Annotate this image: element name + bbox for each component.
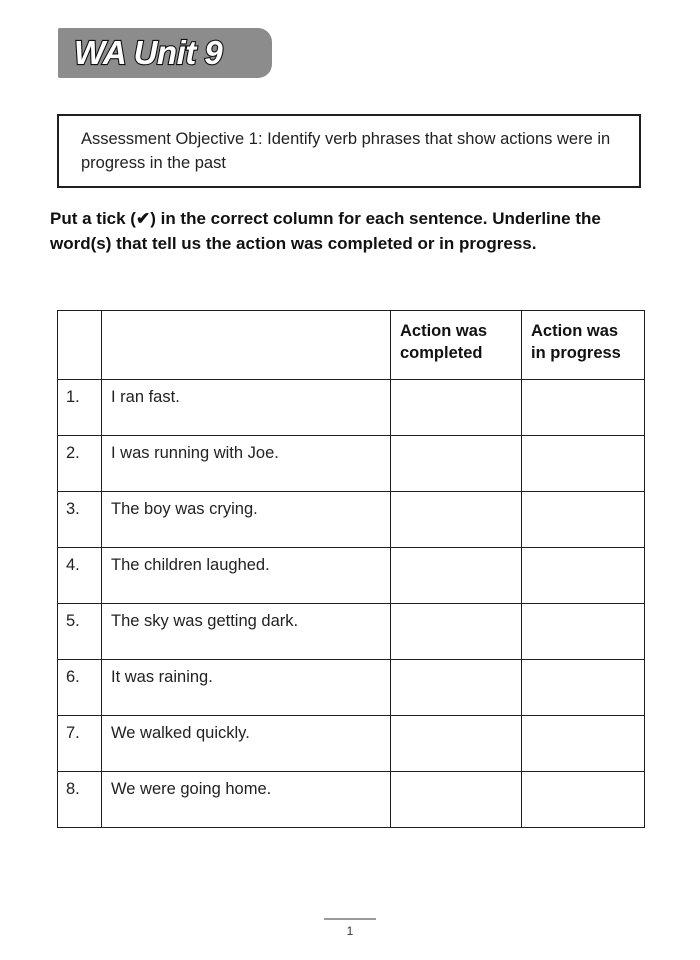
instruction-text (50, 207, 650, 257)
row-number-cell (58, 604, 102, 660)
row-sentence-cell (102, 436, 391, 492)
row-number-cell (58, 436, 102, 492)
row-number-cell (58, 380, 102, 436)
header-action-in-progress (522, 311, 645, 380)
header-action-in-progress-label (522, 311, 644, 365)
table-row (58, 436, 645, 492)
table-row (58, 380, 645, 436)
header-sentence-label (102, 311, 390, 320)
row-in-progress-checkbox-cell[interactable] (522, 548, 645, 604)
assessment-objective-text: Assessment Objective 1: Identify verb phrases that show actions were in progress in the past (81, 130, 611, 172)
footer-divider (324, 918, 376, 920)
row-completed-value (391, 380, 521, 388)
row-sentence-cell (102, 380, 391, 436)
row-number-cell (58, 716, 102, 772)
row-sentence-cell (102, 548, 391, 604)
row-sentence-label: I was running with Joe. (111, 444, 279, 462)
row-completed-checkbox-cell[interactable] (391, 380, 522, 436)
row-number-cell (58, 492, 102, 548)
row-completed-value (391, 492, 521, 500)
row-completed-checkbox-cell[interactable] (391, 436, 522, 492)
row-sentence-label: The sky was getting dark. (111, 612, 299, 630)
header-progress-line1: Action was (531, 322, 619, 340)
row-in-progress-checkbox-cell[interactable] (522, 492, 645, 548)
row-number-label: 5. (66, 612, 80, 630)
header-action-completed (391, 311, 522, 380)
row-completed-checkbox-cell[interactable] (391, 716, 522, 772)
row-sentence-label: It was raining. (111, 668, 213, 686)
header-progress-line2: in progress (531, 344, 621, 363)
row-sentence-label: We walked quickly. (111, 724, 250, 742)
table-row (58, 716, 645, 772)
instruction-line2: Underline the word(s) that tell us the action was (50, 209, 601, 253)
assessment-objective-box (57, 114, 641, 188)
row-in-progress-value (522, 772, 644, 780)
row-number-label: 3. (66, 500, 80, 518)
table-row (58, 548, 645, 604)
row-completed-checkbox-cell[interactable] (391, 772, 522, 828)
row-in-progress-checkbox-cell[interactable] (522, 604, 645, 660)
row-in-progress-value (522, 492, 644, 500)
row-in-progress-checkbox-cell[interactable] (522, 772, 645, 828)
row-in-progress-value (522, 548, 644, 556)
row-number-cell (58, 772, 102, 828)
table-body (58, 380, 645, 828)
row-in-progress-value (522, 380, 644, 388)
row-in-progress-checkbox-cell[interactable] (522, 660, 645, 716)
row-sentence-label: I ran fast. (111, 388, 180, 406)
unit-banner (58, 28, 272, 78)
row-number-cell (58, 660, 102, 716)
row-number-cell (58, 548, 102, 604)
row-number-label: 7. (66, 724, 80, 742)
instruction-line1-after-tick: ) in the correct column for each sentence. (150, 209, 488, 228)
row-sentence-cell (102, 772, 391, 828)
row-completed-value (391, 772, 521, 780)
instruction-line1-before-tick: Put a tick ( (50, 209, 136, 228)
row-sentence-label: The children laughed. (111, 556, 270, 574)
table-row (58, 772, 645, 828)
row-in-progress-value (522, 716, 644, 724)
row-number-label: 1. (66, 388, 80, 406)
row-completed-value (391, 436, 521, 444)
row-sentence-label: We were going home. (111, 780, 272, 798)
row-completed-value (391, 660, 521, 668)
row-completed-value (391, 548, 521, 556)
row-sentence-label: The boy was crying. (111, 500, 258, 518)
row-in-progress-checkbox-cell[interactable] (522, 380, 645, 436)
table-row (58, 604, 645, 660)
row-in-progress-value (522, 436, 644, 444)
row-sentence-cell (102, 604, 391, 660)
row-in-progress-checkbox-cell[interactable] (522, 716, 645, 772)
table-row (58, 660, 645, 716)
row-sentence-cell (102, 492, 391, 548)
row-number-label: 6. (66, 668, 80, 686)
row-sentence-cell (102, 716, 391, 772)
instruction-line3: completed or in progress. (327, 233, 537, 253)
unit-banner-title: WA Unit 9 (74, 34, 223, 71)
row-completed-value (391, 716, 521, 724)
row-completed-checkbox-cell[interactable] (391, 492, 522, 548)
header-number-label (58, 311, 101, 320)
row-number-label: 4. (66, 556, 80, 574)
row-completed-checkbox-cell[interactable] (391, 604, 522, 660)
worksheet-table (57, 310, 645, 828)
row-in-progress-checkbox-cell[interactable] (522, 436, 645, 492)
table-row (58, 492, 645, 548)
row-completed-checkbox-cell[interactable] (391, 548, 522, 604)
row-sentence-cell (102, 660, 391, 716)
header-completed-line1: Action was (400, 322, 488, 340)
row-in-progress-value (522, 604, 644, 612)
page-footer (0, 918, 700, 938)
header-sentence (102, 311, 391, 380)
tick-icon: ✔ (135, 209, 151, 228)
row-number-label: 2. (66, 444, 80, 462)
row-number-label: 8. (66, 780, 80, 798)
header-number (58, 311, 102, 380)
table-header-row (58, 311, 645, 380)
page-number: 1 (346, 923, 354, 938)
header-completed-line2: completed (400, 344, 483, 363)
header-action-completed-label (391, 311, 521, 365)
row-in-progress-value (522, 660, 644, 668)
row-completed-checkbox-cell[interactable] (391, 660, 522, 716)
row-completed-value (391, 604, 521, 612)
